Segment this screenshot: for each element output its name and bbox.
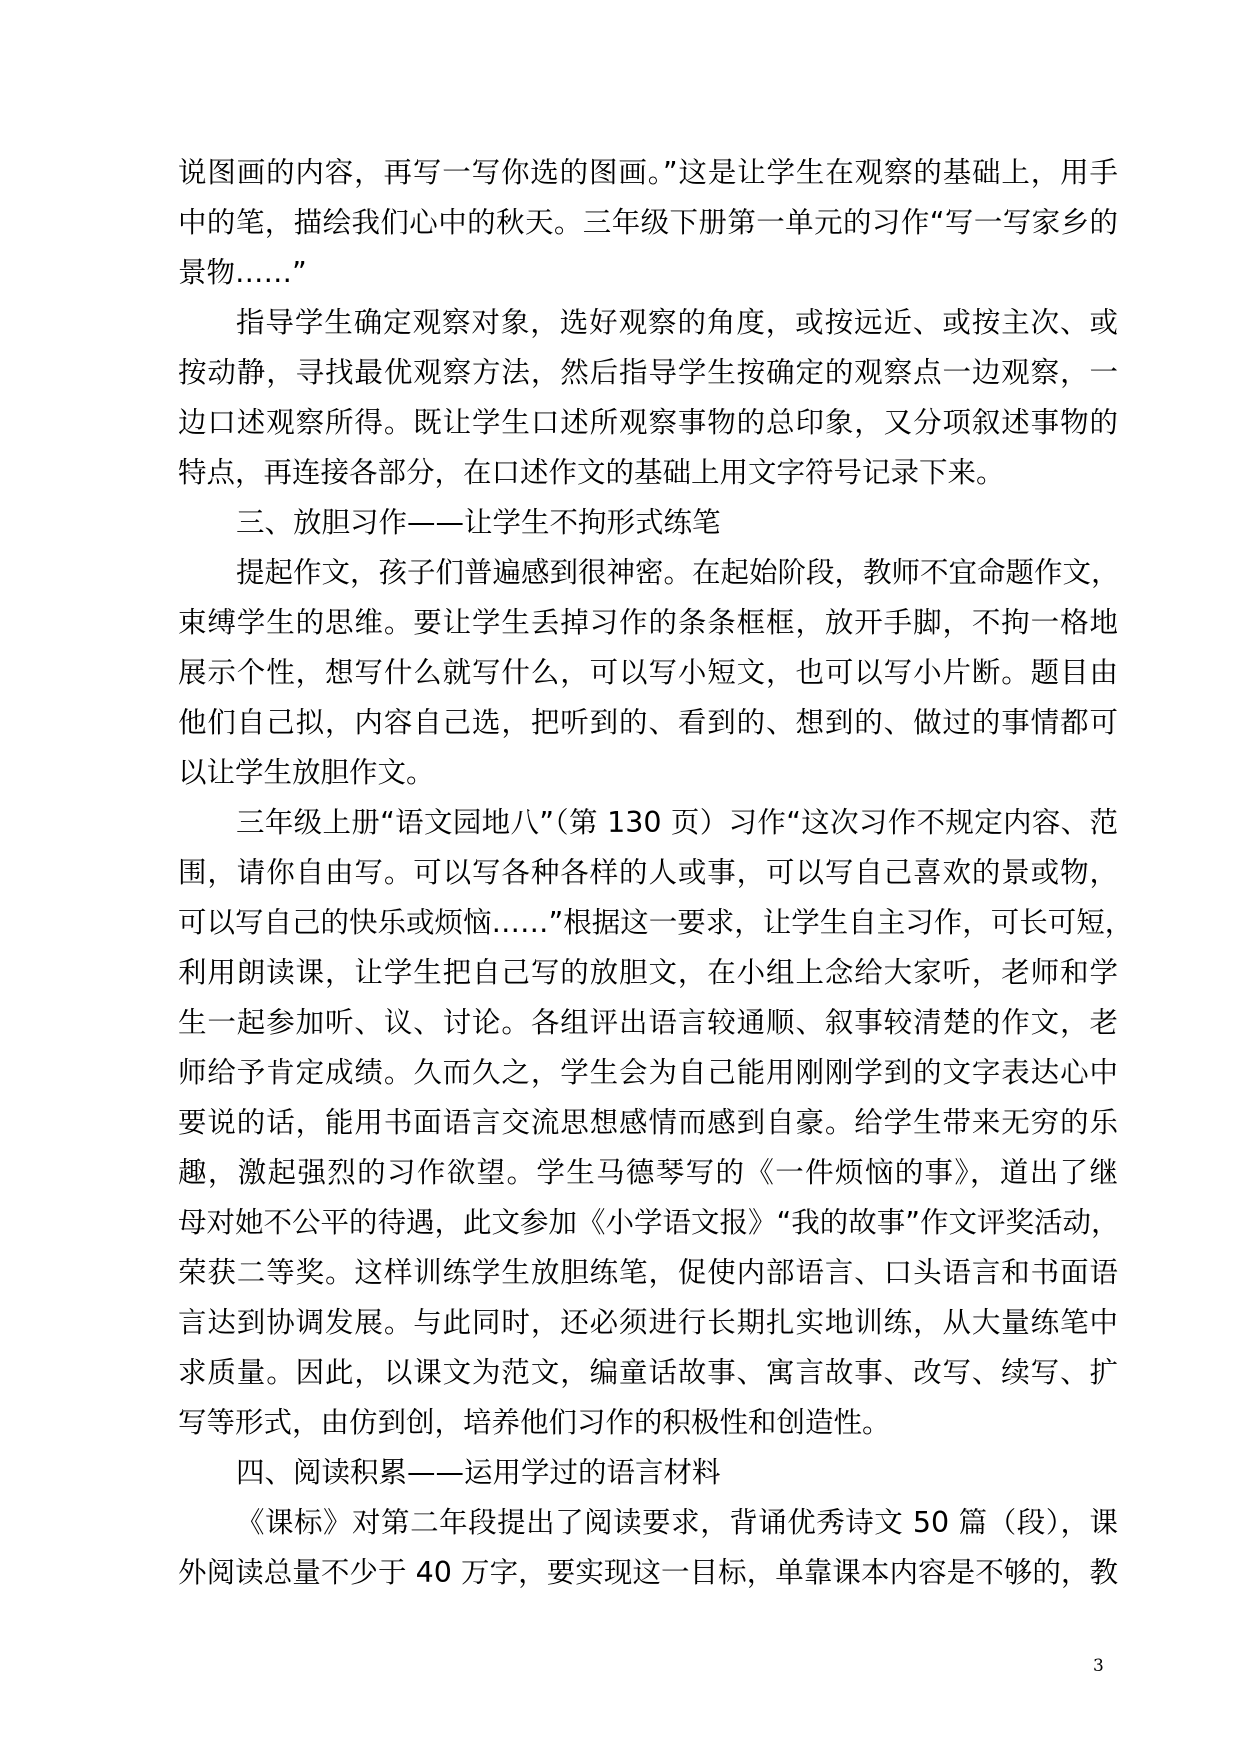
text-line: 以让学生放胆作文。 (178, 756, 435, 789)
section-heading-3: 三、放胆习作——让学生不拘形式练笔 (236, 506, 721, 539)
text-line: 束缚学生的思维。要让学生丢掉习作的条条框框，放开手脚，不拘一格地 (178, 606, 1118, 639)
document-body (178, 148, 1134, 1598)
text-line: 求质量。因此，以课文为范文，编童话故事、寓言故事、改写、续写、扩 (178, 1356, 1118, 1389)
text-line: 展示个性，想写什么就写什么，可以写小短文，也可以写小片断。题目由 (178, 656, 1118, 689)
text-line: 特点，再连接各部分，在口述作文的基础上用文字符号记录下来。 (178, 456, 1005, 489)
text-line: 围，请你自由写。可以写各种各样的人或事，可以写自己喜欢的景或物， (178, 856, 1118, 889)
text-line: 要说的话，能用书面语言交流思想感情而感到自豪。给学生带来无穷的乐 (178, 1106, 1118, 1139)
page-number: 3 (1093, 1656, 1104, 1676)
paragraph-start-line: 《课标》对第二年段提出了阅读要求，背诵优秀诗文 50 篇（段），课 (236, 1506, 1118, 1539)
section-heading-4: 四、阅读积累——运用学过的语言材料 (236, 1456, 721, 1489)
text-line: 写等形式，由仿到创，培养他们习作的积极性和创造性。 (178, 1406, 891, 1439)
text-line: 边口述观察所得。既让学生口述所观察事物的总印象，又分项叙述事物的 (178, 406, 1118, 439)
paragraph-start-line: 三年级上册“语文园地八”（第 130 页）习作“这次习作不规定内容、范 (236, 806, 1118, 839)
paragraph-start-line: 指导学生确定观察对象，选好观察的角度，或按远近、或按主次、或 (236, 306, 1118, 339)
text-line: 师给予肯定成绩。久而久之，学生会为自己能用刚刚学到的文字表达心中 (178, 1056, 1118, 1089)
text-line: 利用朗读课，让学生把自己写的放胆文，在小组上念给大家听，老师和学 (178, 956, 1118, 989)
text-line: 他们自己拟，内容自己选，把听到的、看到的、想到的、做过的事情都可 (178, 706, 1118, 739)
text-line: 说图画的内容，再写一写你选的图画。”这是让学生在观察的基础上，用手 (178, 156, 1118, 189)
text-line: 可以写自己的快乐或烦恼……”根据这一要求，让学生自主习作，可长可短， (178, 906, 1134, 939)
text-line: 言达到协调发展。与此同时，还必须进行长期扎实地训练，从大量练笔中 (178, 1306, 1118, 1339)
text-line: 按动静，寻找最优观察方法，然后指导学生按确定的观察点一边观察，一 (178, 356, 1118, 389)
text-line: 外阅读总量不少于 40 万字，要实现这一目标，单靠课本内容是不够的，教 (178, 1556, 1118, 1589)
text-line: 母对她不公平的待遇，此文参加《小学语文报》“我的故事”作文评奖活动， (178, 1206, 1120, 1239)
text-line: 荣获二等奖。这样训练学生放胆练笔，促使内部语言、口头语言和书面语 (178, 1256, 1118, 1289)
text-line: 生一起参加听、议、讨论。各组评出语言较通顺、叙事较清楚的作文，老 (178, 1006, 1118, 1039)
text-line: 景物……” (178, 256, 307, 289)
paragraph-start-line: 提起作文，孩子们普遍感到很神密。在起始阶段，教师不宜命题作文， (236, 556, 1120, 589)
text-line: 趣，激起强烈的习作欲望。学生马德琴写的《一件烦恼的事》，道出了继 (178, 1156, 1118, 1189)
text-line: 中的笔，描绘我们心中的秋天。三年级下册第一单元的习作“写一写家乡的 (178, 206, 1118, 239)
